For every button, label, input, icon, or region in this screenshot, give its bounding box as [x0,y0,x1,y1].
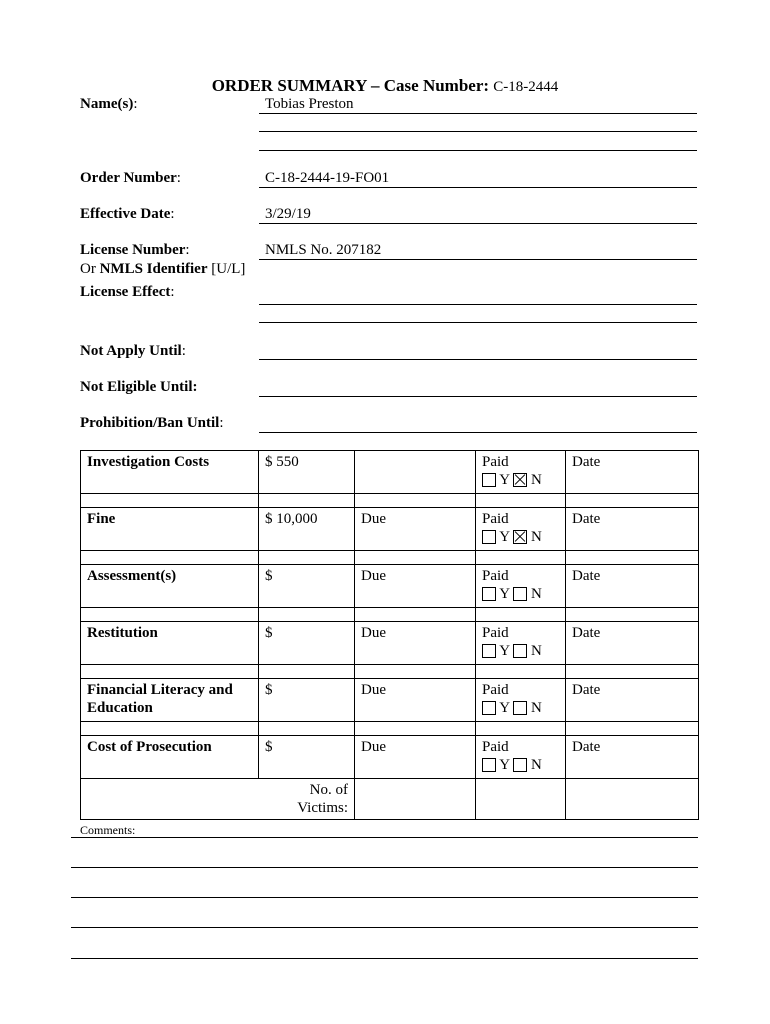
not-eligible-label: Not Eligible Until: [80,379,198,395]
paid-no-checkbox[interactable] [513,473,527,487]
cost-date[interactable] [566,622,699,665]
spacer-cell [355,665,476,679]
paid-yes-label: Y [499,472,510,488]
paid-yes-label: Y [499,586,510,602]
cost-label: Cost of Prosecution [81,736,259,779]
cost-row [81,736,699,779]
date-label: Date [572,568,601,584]
paid-yes-label: Y [499,529,510,545]
paid-options [482,642,559,660]
order-number-value[interactable]: C-18-2444-19-FO01 [265,170,390,186]
cost-due[interactable]: Due [355,679,476,722]
names-value[interactable]: Tobias Preston [265,96,354,112]
spacer-cell [566,722,699,736]
spacer-row [81,494,699,508]
paid-yes-checkbox[interactable] [482,701,496,715]
spacer-cell [476,665,566,679]
spacer-cell [476,722,566,736]
paid-yes-label: Y [499,643,510,659]
cost-paid [476,565,566,608]
cost-due[interactable]: Due [355,508,476,551]
license-effect-label: License Effect: [80,284,175,300]
spacer-cell [355,494,476,508]
cost-paid [476,508,566,551]
spacer-cell [476,494,566,508]
cost-date[interactable] [566,451,699,494]
spacer-cell [355,722,476,736]
license-number-line [259,259,697,260]
paid-yes-label: Y [499,757,510,773]
license-effect-line-1 [259,304,697,305]
paid-label: Paid [482,511,509,527]
nmls-identifier-label: Or NMLS Identifier [U/L] [80,261,246,277]
page-title [0,76,770,96]
cost-date[interactable] [566,679,699,722]
cost-amount[interactable]: $ [259,736,355,779]
comments-line-3[interactable] [71,897,698,898]
cost-amount[interactable]: $ 550 [259,451,355,494]
cost-amount[interactable]: $ [259,679,355,722]
cost-paid [476,736,566,779]
cost-paid [476,622,566,665]
cost-row [81,679,699,722]
cost-label: Financial Literacy and Education [81,679,259,722]
not-apply-line [259,359,697,360]
title-text: ORDER SUMMARY – Case Number: [211,76,490,95]
license-effect-line-2 [259,322,697,323]
names-line-1 [259,113,697,114]
cost-row [81,622,699,665]
case-number: C-18-2444 [493,79,559,95]
paid-options [482,699,559,717]
victims-label [81,779,355,820]
spacer-cell [355,551,476,565]
cost-date[interactable] [566,736,699,779]
paid-no-label: N [530,643,542,659]
paid-yes-checkbox[interactable] [482,587,496,601]
paid-no-checkbox[interactable] [513,644,527,658]
spacer-cell [81,551,259,565]
comments-line-1[interactable] [71,837,698,838]
paid-options [482,528,559,546]
cost-due[interactable]: Due [355,736,476,779]
paid-yes-checkbox[interactable] [482,530,496,544]
paid-no-checkbox[interactable] [513,701,527,715]
prohibition-label: Prohibition/Ban Until: [80,415,224,431]
comments-line-5[interactable] [71,958,698,959]
paid-no-checkbox[interactable] [513,530,527,544]
effective-date-label: Effective Date: [80,206,175,222]
prohibition-line [259,432,697,433]
spacer-cell [566,551,699,565]
not-apply-label: Not Apply Until: [80,343,186,359]
paid-options [482,585,559,603]
spacer-cell [566,665,699,679]
date-label: Date [572,625,601,641]
spacer-row [81,722,699,736]
names-line-2 [259,131,697,132]
cost-label: Assessment(s) [81,565,259,608]
license-number-label: License Number: [80,242,190,258]
spacer-cell [476,551,566,565]
comments-line-4[interactable] [71,927,698,928]
cost-due[interactable] [355,451,476,494]
victims-label-line2: Victims: [297,800,348,816]
spacer-cell [81,722,259,736]
paid-options [482,471,559,489]
cost-label: Restitution [81,622,259,665]
cost-label: Fine [81,508,259,551]
cost-date[interactable] [566,508,699,551]
cost-label: Investigation Costs [81,451,259,494]
spacer-cell [81,494,259,508]
not-eligible-line [259,396,697,397]
spacer-cell [259,608,355,622]
comments-label: Comments: [80,823,136,837]
cost-row [81,508,699,551]
paid-label: Paid [482,739,509,755]
victims-label-line1: No. of [309,782,348,798]
spacer-cell [355,608,476,622]
costs-table [80,450,699,820]
victims-count[interactable] [355,779,476,820]
paid-no-label: N [530,700,542,716]
cost-due[interactable]: Due [355,565,476,608]
comments-line-2[interactable] [71,867,698,868]
spacer-row [81,608,699,622]
paid-yes-checkbox[interactable] [482,473,496,487]
victims-row [81,779,699,820]
paid-yes-checkbox[interactable] [482,644,496,658]
paid-options [482,756,559,774]
spacer-row [81,551,699,565]
cost-paid [476,679,566,722]
cost-due[interactable]: Due [355,622,476,665]
cost-date[interactable] [566,565,699,608]
victims-empty-1 [476,779,566,820]
cost-row [81,451,699,494]
paid-label: Paid [482,454,509,470]
paid-no-label: N [530,472,542,488]
paid-label: Paid [482,568,509,584]
spacer-cell [566,608,699,622]
cost-row [81,565,699,608]
spacer-cell [259,722,355,736]
date-label: Date [572,511,601,527]
effective-date-line [259,223,697,224]
order-number-line [259,187,697,188]
paid-no-label: N [530,757,542,773]
cost-amount[interactable]: $ 10,000 [259,508,355,551]
paid-no-checkbox[interactable] [513,587,527,601]
names-line-3 [259,150,697,151]
spacer-cell [259,494,355,508]
spacer-cell [81,665,259,679]
paid-no-checkbox[interactable] [513,758,527,772]
paid-label: Paid [482,625,509,641]
names-label: Name(s): [80,96,138,112]
cost-amount[interactable]: $ [259,622,355,665]
victims-empty-2 [566,779,699,820]
spacer-cell [566,494,699,508]
spacer-cell [259,665,355,679]
cost-paid [476,451,566,494]
paid-no-label: N [530,586,542,602]
spacer-row [81,665,699,679]
date-label: Date [572,454,601,470]
paid-no-label: N [530,529,542,545]
paid-label: Paid [482,682,509,698]
effective-date-value[interactable]: 3/29/19 [265,206,311,222]
date-label: Date [572,682,601,698]
spacer-cell [259,551,355,565]
spacer-cell [81,608,259,622]
date-label: Date [572,739,601,755]
spacer-cell [476,608,566,622]
order-number-label: Order Number: [80,170,181,186]
paid-yes-label: Y [499,700,510,716]
cost-amount[interactable]: $ [259,565,355,608]
license-number-value[interactable]: NMLS No. 207182 [265,242,382,258]
paid-yes-checkbox[interactable] [482,758,496,772]
